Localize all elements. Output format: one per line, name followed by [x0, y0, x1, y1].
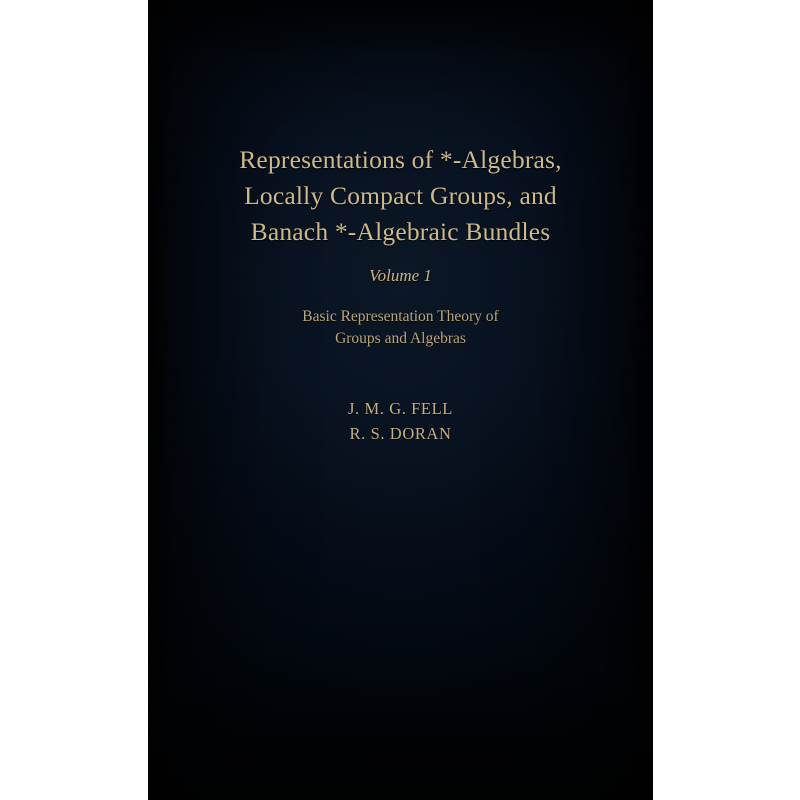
cover-bottom-shading [148, 660, 653, 800]
book-title-line-2: Locally Compact Groups, and [244, 181, 557, 210]
author-name-2: R. S. DORAN [349, 424, 452, 443]
author-name-1: J. M. G. FELL [348, 399, 453, 418]
cover-title-block [182, 142, 619, 350]
book-cover [148, 0, 653, 800]
cover-top-shading [148, 0, 653, 60]
book-subtitle-line-1: Basic Representation Theory of [302, 308, 499, 325]
volume-label: Volume 1 [369, 266, 432, 285]
book-subtitle-line-2: Groups and Algebras [335, 330, 466, 347]
cover-authors-block [182, 396, 619, 446]
cover-subtitle-block [182, 306, 619, 350]
book-title-line-1: Representations of *-Algebras, [239, 145, 562, 174]
book-title-line-3: Banach *-Algebraic Bundles [250, 217, 551, 246]
